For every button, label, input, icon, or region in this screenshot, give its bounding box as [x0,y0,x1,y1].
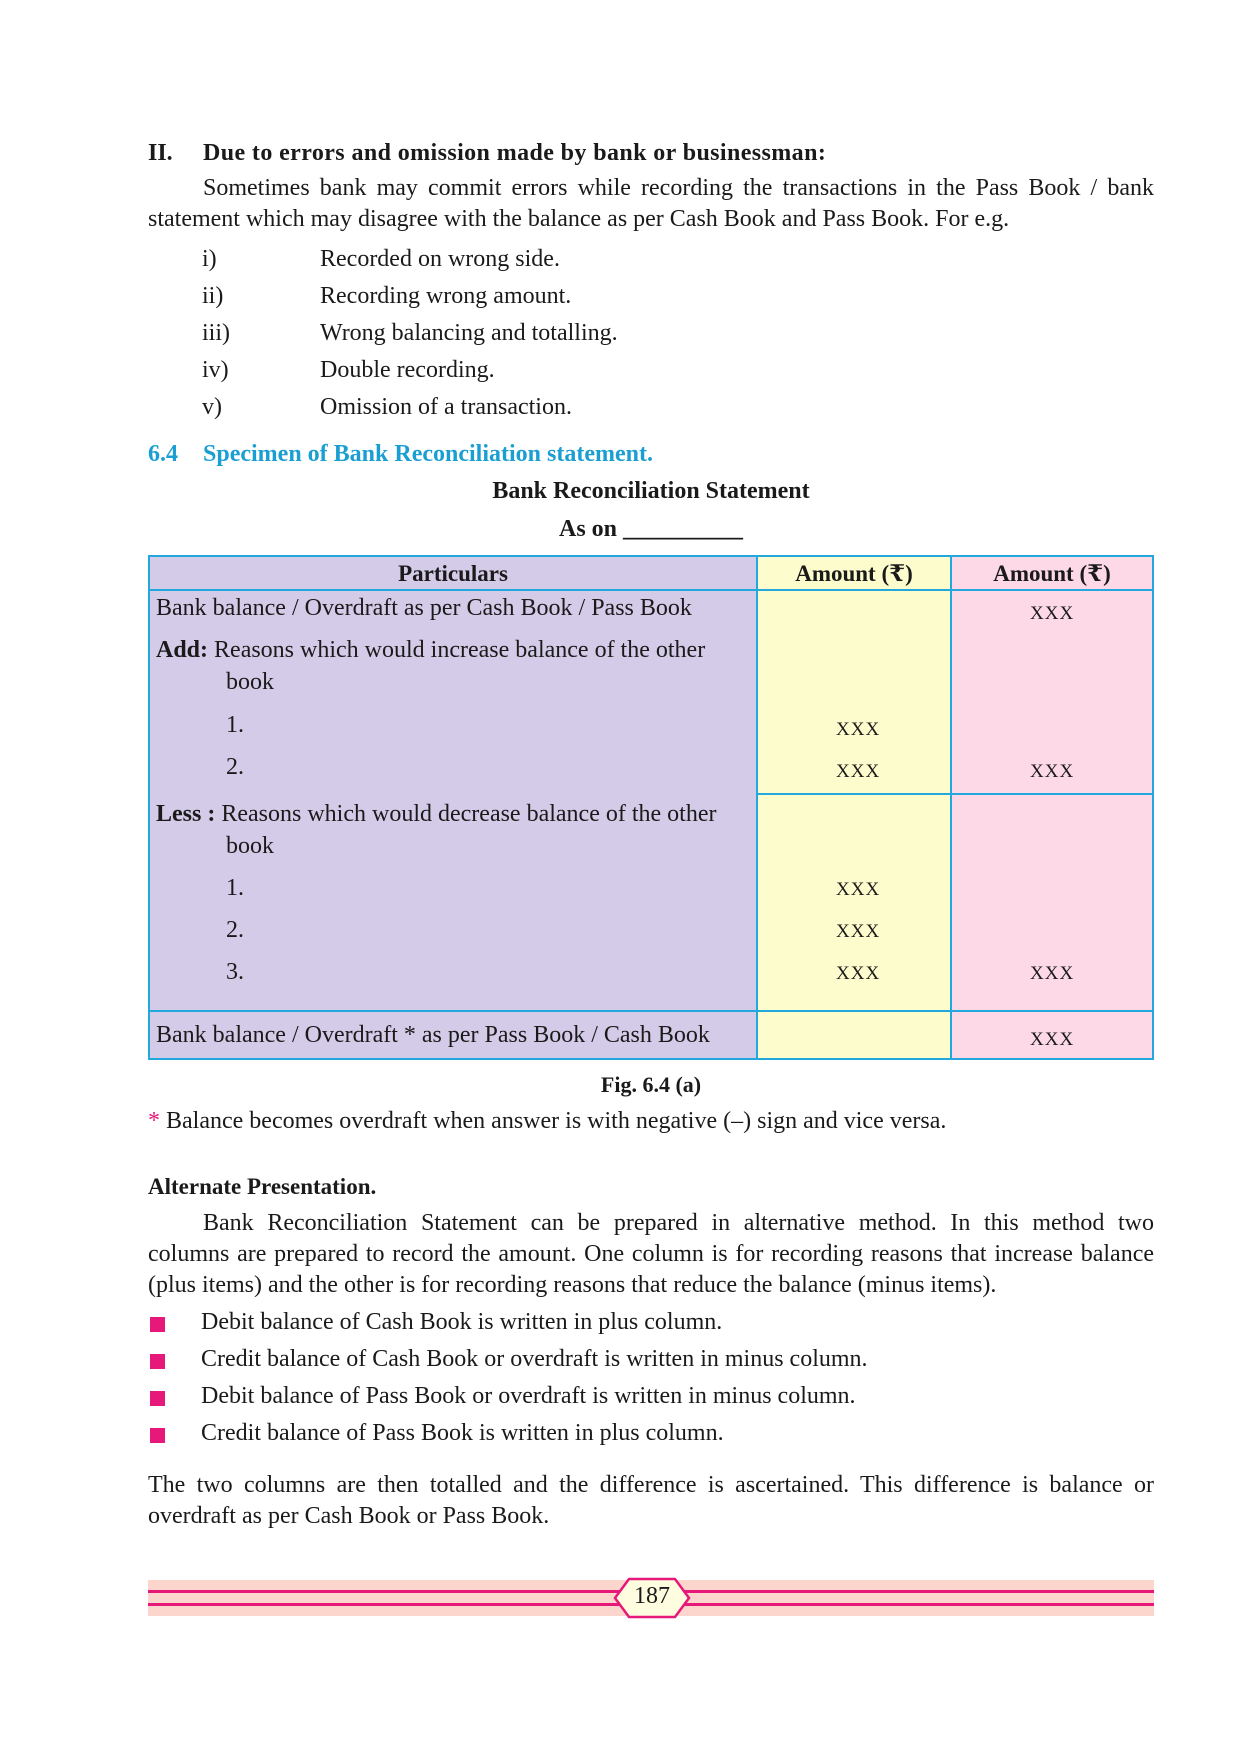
bullet-square-icon [150,1317,165,1332]
amount-1-add-block [756,589,952,795]
section-6-4-number: 6.4 [148,441,178,467]
less-item-3-amount: XXX [836,963,881,984]
alternate-para-line1: Bank Reconciliation Statement can be prepared in alternative method. In this method two [203,1210,1154,1236]
amount-2-less-block [950,793,1154,1012]
opening-balance-amount: XXX [1030,603,1075,624]
section-2-title: Due to errors and omission made by bank or businessman: [203,140,827,166]
less-label: Less : [156,801,216,827]
closing-balance-cell [148,1010,758,1060]
particulars-body [148,589,758,1012]
add-total-amount: XXX [1030,761,1075,782]
alternate-para-line3: (plus items) and the other is for recording reasons that reduce the balance (minus items). [148,1272,997,1298]
less-item-2-number: 2. [226,917,244,943]
section-2-para-line2: statement which may disagree with the balance as per Cash Book and Pass Book. For e.g. [148,206,1010,232]
bullet-square-icon [150,1428,165,1443]
statement-as-on: As on __________ [558,516,744,542]
list-item-text: Double recording. [320,357,495,383]
bullet-item: Credit balance of Cash Book or overdraft is written in minus column. [201,1346,868,1372]
list-item-number: iv) [202,357,229,383]
footnote-star: * [148,1108,160,1134]
alternate-para-line2: columns are prepared to record the amount. One column is for recording reasons that increase balance [148,1241,1154,1267]
add-item-1-number: 1. [226,712,244,738]
list-item-text: Recorded on wrong side. [320,246,560,272]
less-item-2-amount: XXX [836,921,881,942]
closing-para-line1: The two columns are then totalled and the difference is ascertained. This difference is balance or [148,1472,1154,1498]
list-item-number: iii) [202,320,230,346]
footnote [148,1106,946,1137]
page-number: 187 [634,1583,670,1609]
list-item-number: ii) [202,283,224,309]
header-particulars: Particulars [148,555,758,591]
closing-amount-1 [756,1010,952,1060]
less-item-1-number: 1. [226,875,244,901]
closing-amount-2-cell [950,1010,1154,1060]
footnote-text: Balance becomes overdraft when answer is with negative (–) sign and vice versa. [166,1108,947,1134]
list-item-text: Wrong balancing and totalling. [320,320,618,346]
add-text: Reasons which would increase balance of the other [214,637,706,663]
figure-caption: Fig. 6.4 (a) [600,1072,702,1097]
bank-reconciliation-table [148,555,1154,1063]
add-line [156,637,705,664]
header-amount-2: Amount (₹) [950,555,1154,591]
section-6-4-title: Specimen of Bank Reconciliation statement. [203,441,653,467]
add-text-cont: book [226,669,274,695]
add-item-2-number: 2. [226,754,244,780]
closing-balance-amount: XXX [1030,1029,1075,1050]
less-total-amount: XXX [1030,963,1075,984]
section-2-para-line1: Sometimes bank may commit errors while recording the transactions in the Pass Book / bank [203,175,1154,201]
header-amount-1: Amount (₹) [756,555,952,591]
add-item-1-amount: XXX [836,719,881,740]
opening-balance-text: Bank balance / Overdraft as per Cash Book / Pass Book [156,595,692,621]
bullet-square-icon [150,1391,165,1406]
section-2-heading [148,140,173,167]
closing-para-line2: overdraft as per Cash Book or Pass Book. [148,1503,550,1529]
bullet-square-icon [150,1354,165,1369]
amount-1-less-block [756,793,952,1012]
list-item-number: i) [202,246,217,272]
closing-balance-text: Bank balance / Overdraft * as per Pass Book / Cash Book [156,1022,710,1048]
less-line [156,801,716,828]
add-label: Add: [156,637,209,663]
less-item-1-amount: XXX [836,879,881,900]
section-2-number: II. [148,140,173,166]
statement-title: Bank Reconciliation Statement [492,478,810,504]
bullet-item: Debit balance of Cash Book is written in plus column. [201,1309,723,1335]
alternate-heading: Alternate Presentation. [148,1174,377,1199]
bullet-item: Credit balance of Pass Book is written in plus column. [201,1420,724,1446]
add-item-2-amount: XXX [836,761,881,782]
less-item-3-number: 3. [226,959,244,985]
list-item-text: Recording wrong amount. [320,283,572,309]
list-item-text: Omission of a transaction. [320,394,572,420]
less-text-cont: book [226,833,274,859]
less-text: Reasons which would decrease balance of the other [221,801,717,827]
amount-2-add-block [950,589,1154,795]
bullet-item: Debit balance of Pass Book or overdraft is written in minus column. [201,1383,856,1409]
page-number-badge [613,1577,691,1619]
list-item-number: v) [202,394,222,420]
